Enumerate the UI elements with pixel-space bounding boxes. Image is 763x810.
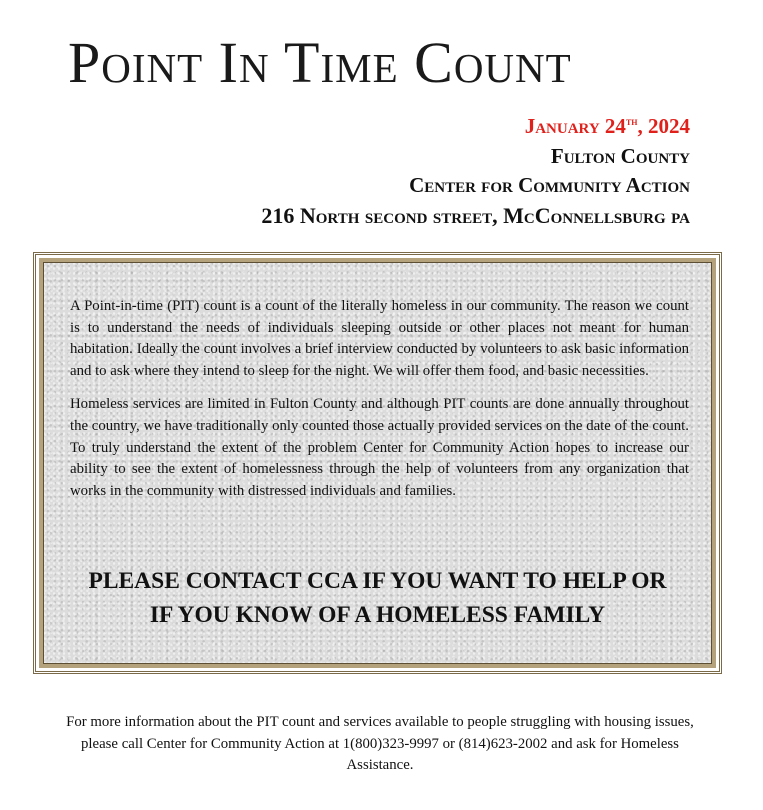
event-date-suffix: th [625, 114, 638, 128]
call-to-action-line-2: IF YOU KNOW OF A HOMELESS FAMILY [149, 602, 606, 628]
page-title: Point In Time Count [68, 30, 572, 95]
event-date-main: January 24 [524, 114, 626, 138]
info-box-frame [33, 252, 722, 674]
contact-info: For more information about the PIT count and services available to people struggling with housing issues, please call Center for Community Action at 1(800)323-9997 or (814)623-2002 and ask for Homeless Assistance. [66, 714, 694, 773]
event-date [261, 112, 690, 142]
event-county: Fulton County [550, 143, 690, 168]
event-details [261, 112, 690, 230]
info-box [39, 258, 716, 668]
event-date-year: , 2024 [637, 114, 690, 138]
info-paragraph-1: A Point-in-time (PIT) count is a count of the literally homeless in our community. The reason we count is to understand the needs of individuals sleeping outside or other places not meant for human habitation. Ideally the count involves a brief interview conducted by volunteers to ask basic information and to ask where they intend to sleep for the night. We will offer them food, and basic necessities. [70, 298, 689, 379]
info-box-body [70, 296, 689, 514]
event-address: 216 North second street, McConnellsburg pa [261, 202, 690, 228]
call-to-action-line-1: PLEASE CONTACT CCA IF YOU WANT TO HELP OR [88, 568, 667, 594]
info-paragraph-2: Homeless services are limited in Fulton County and although PIT counts are done annually throughout the country, we have traditionally only counted those actually provided services on the date of the count. To truly understand the extent of the problem Center for Community Action hopes to increase our ability to see the extent of homelessness through the help of volunteers from any organization that works in the community with distressed individuals and families. [70, 396, 689, 499]
call-to-action [43, 564, 712, 632]
event-organization: Center for Community Action [409, 173, 690, 197]
